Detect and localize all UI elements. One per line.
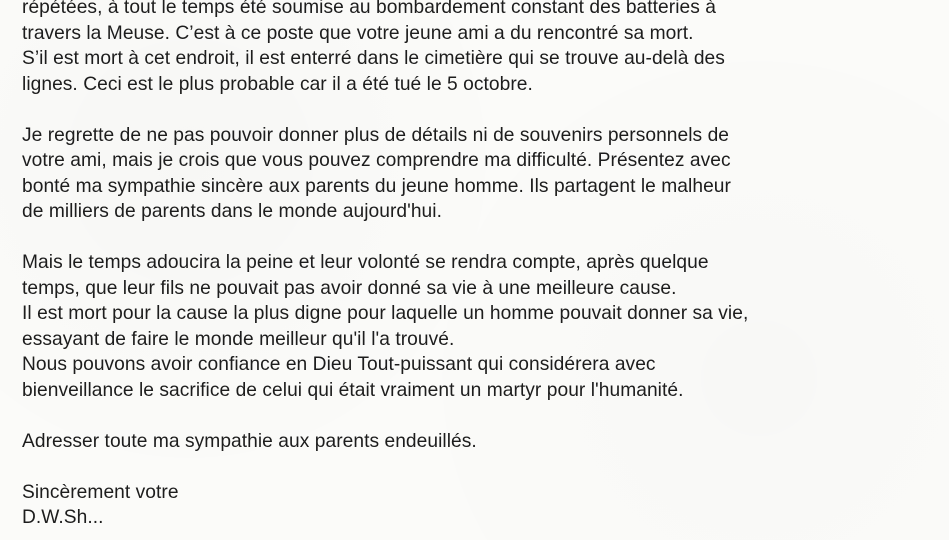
letter-line: bienveillance le sacrifice de celui qui était vraiment un martyr pour l'humanité. <box>22 379 684 401</box>
letter-line: travers la Meuse. C’est à ce poste que votre jeune ami a du rencontré sa mort. <box>22 22 694 44</box>
closing-line: Sincèrement votre <box>22 481 179 503</box>
letter-line: bonté ma sympathie sincère aux parents du jeune homme. Ils partagent le malheur <box>22 175 731 197</box>
letter-line: Il est mort pour la cause la plus digne pour laquelle un homme pouvait donner sa vie, <box>22 303 749 324</box>
letter-line: Adresser toute ma sympathie aux parents endeuillés. <box>22 430 477 452</box>
paragraph-gap <box>22 97 942 123</box>
letter-line: Mais le temps adoucira la peine et leur volonté se rendra compte, après quelque <box>22 252 709 273</box>
signature-line: D.W.Sh... <box>22 507 104 528</box>
paragraph-gap <box>22 454 942 480</box>
letter-line: répétées, à tout le temps été soumise au bombardement constant des batteries à <box>22 0 716 18</box>
letter-line: lignes. Ceci est le plus probable car il a été tué le 5 octobre. <box>22 73 533 95</box>
paragraph-gap <box>22 403 942 429</box>
paragraph-gap <box>22 225 942 251</box>
letter-line: S’il est mort à cet endroit, il est enterré dans le cimetière qui se trouve au-delà des <box>22 48 725 69</box>
letter-line: votre ami, mais je crois que vous pouvez comprendre ma difficulté. Présentez avec <box>22 150 731 171</box>
letter-line: essayant de faire le monde meilleur qu'il l'a trouvé. <box>22 328 455 350</box>
letter-line: de milliers de parents dans le monde aujourd'hui. <box>22 201 442 222</box>
letter-line: Nous pouvons avoir confiance en Dieu Tout-puissant qui considérera avec <box>22 354 656 375</box>
letter-line: temps, que leur fils ne pouvait pas avoir donné sa vie à une meilleure cause. <box>22 277 677 299</box>
letter-line: Je regrette de ne pas pouvoir donner plus de détails ni de souvenirs personnels de <box>22 124 730 146</box>
letter-body <box>22 0 942 531</box>
